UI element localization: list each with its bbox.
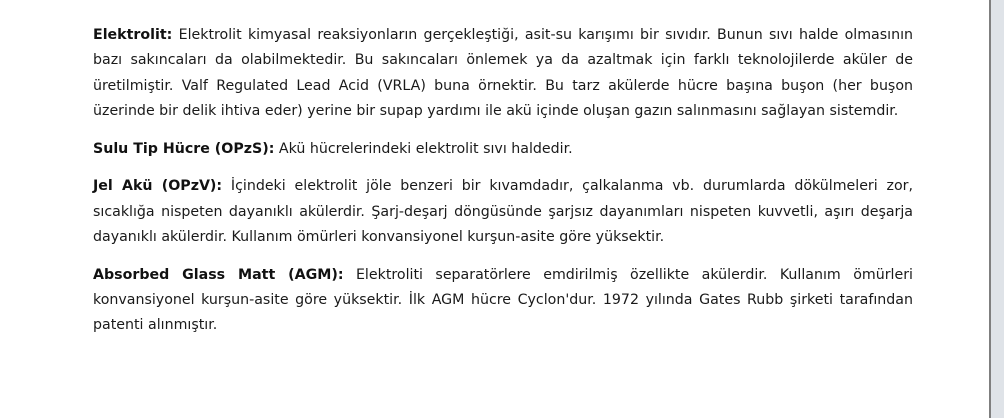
term-opzs: Sulu Tip Hücre (OPzS): <box>93 140 275 157</box>
paragraph-opzs <box>93 137 913 162</box>
term-agm: Absorbed Glass Matt (AGM): <box>93 266 344 283</box>
paragraph-elektrolit <box>93 23 913 124</box>
document-body <box>93 23 913 351</box>
definition-opzs: Akü hücrelerindeki elektrolit sıvı haldedir. <box>274 140 573 157</box>
paragraph-opzv <box>93 174 913 250</box>
term-opzv: Jel Akü (OPzV): <box>93 178 223 195</box>
definition-opzv: İçindeki elektrolit jöle benzeri bir kıvamdadır, çalkalanma vb. durumlarda dökülmeleri zor, sıcaklığa nispeten dayanıklı akülerdir. Şarj-deşarj döngüsünde şarjsız dayanımları nispeten kuvvetli, aşırı deşarja dayanıklı akülerdir. Kullanım ömürleri konvansiyonel kurşun-asite göre yüksektir. <box>93 178 913 246</box>
definition-agm: Elektroliti separatörlere emdirilmiş özellikte akülerdir. Kullanım ömürleri konvansiyonel kurşun-asite göre yüksektir. İlk AGM hücre Cyclon'dur. 1972 yılında Gates Rubb şirketi tarafından patenti alınmıştır. <box>93 266 913 334</box>
definition-elektrolit: Elektrolit kimyasal reaksiyonların gerçekleştiği, asit-su karışımı bir sıvıdır. Bunun sıvı halde olmasının bazı sakıncaları da olabilmektedir. Bu sakıncaları önlemek ya da azaltmak için farklı teknolojilerde aküler de üretilmiştir. Valf Regulated Lead Acid (VRLA) buna örnektir. Bu tarz akülerde hücre başına buşon (her buşon üzerinde bir delik ihtiva eder) yerine bir supap yardımı ile akü içinde oluşan gazın salınmasını sağlayan sistemdir. <box>93 27 913 119</box>
term-elektrolit: Elektrolit: <box>93 27 173 43</box>
window-gutter <box>991 0 1004 418</box>
paragraph-agm <box>93 263 913 339</box>
